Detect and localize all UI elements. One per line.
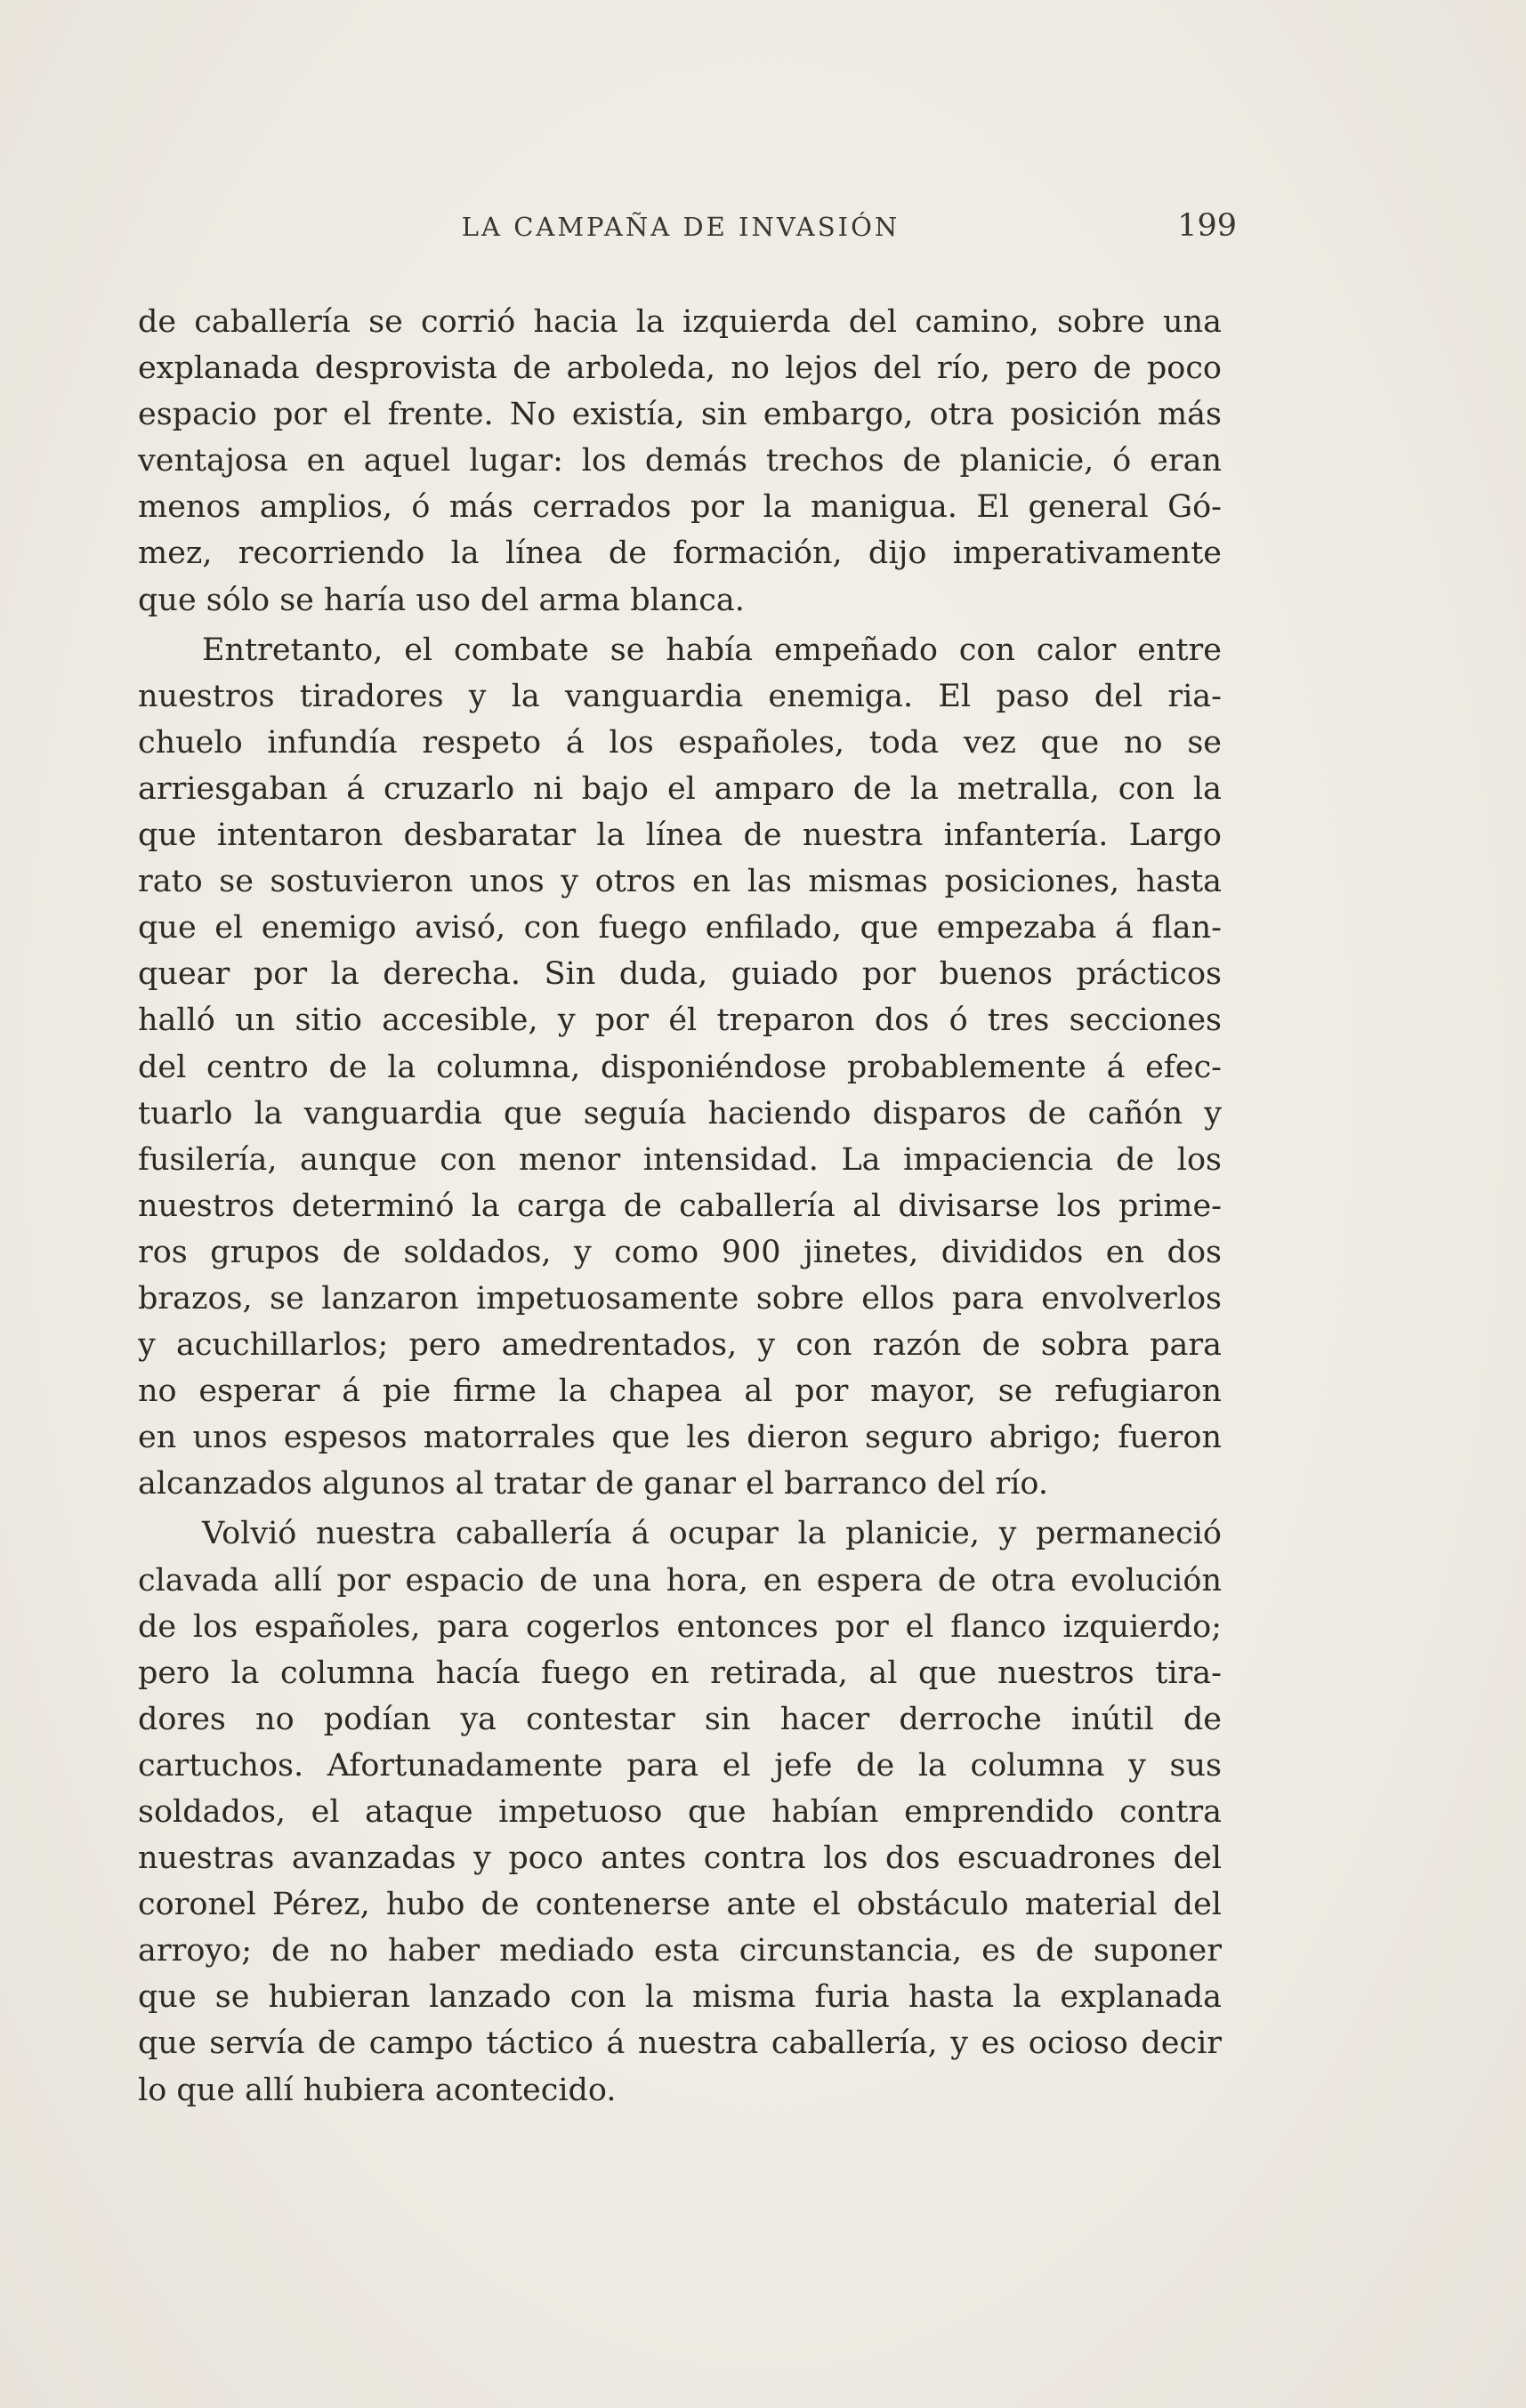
text-line: rato se sostuvieron unos y otros en las mismas posiciones, hasta bbox=[138, 864, 1222, 900]
running-title: LA CAMPAÑA DE INVASIÓN bbox=[461, 212, 900, 242]
text-line: de caballería se corrió hacia la izquierda del camino, sobre una bbox=[138, 304, 1222, 340]
text-line: mez, recorriendo la línea de formación, dijo imperativamente bbox=[138, 536, 1222, 572]
text-line: que se hubieran lanzado con la misma furia hasta la explanada bbox=[138, 1979, 1222, 2016]
text-line: lo que allí hubiera acontecido. bbox=[138, 2072, 617, 2108]
text-line: quear por la derecha. Sin duda, guiado por buenos prácticos bbox=[138, 956, 1222, 993]
text-line: que sólo se haría uso del arma blanca. bbox=[138, 582, 745, 618]
paragraph bbox=[138, 627, 1222, 1511]
text-line: menos amplios, ó más cerrados por la manigua. El general Gó- bbox=[138, 489, 1222, 526]
text-line: en unos espesos matorrales que les dieron seguro abrigo; fueron bbox=[138, 1420, 1222, 1456]
text-line: arriesgaban á cruzarlo ni bajo el amparo de la metralla, con la bbox=[138, 770, 1222, 807]
page-number: 199 bbox=[1177, 208, 1237, 244]
text-line: de los españoles, para cogerlos entonces por el flanco izquierdo; bbox=[138, 1608, 1222, 1645]
text-line: soldados, el ataque impetuoso que habían emprendido contra bbox=[138, 1794, 1222, 1830]
text-line: coronel Pérez, hubo de contenerse ante el obstáculo material del bbox=[138, 1887, 1222, 1923]
text-line: nuestros determinó la carga de caballería al divisarse los prime- bbox=[138, 1188, 1222, 1224]
text-line: y acuchillarlos; pero amedrentados, y con razón de sobra para bbox=[138, 1327, 1222, 1364]
text-line: que intentaron desbaratar la línea de nuestra infantería. Largo bbox=[138, 817, 1222, 854]
text-line: alcanzados algunos al tratar de ganar el barranco del río. bbox=[138, 1466, 1048, 1502]
text-line: fusilería, aunque con menor intensidad. La impaciencia de los bbox=[138, 1141, 1222, 1178]
text-line: nuestros tiradores y la vanguardia enemiga. El paso del ria- bbox=[138, 678, 1222, 714]
text-line: brazos, se lanzaron impetuosamente sobre ellos para envolverlos bbox=[138, 1280, 1222, 1317]
body-text bbox=[138, 299, 1222, 2114]
text-line: no esperar á pie firme la chapea al por mayor, se refugiaron bbox=[138, 1373, 1222, 1410]
text-line: nuestras avanzadas y poco antes contra los dos escuadrones del bbox=[138, 1840, 1222, 1877]
text-line: dores no podían ya contestar sin hacer derroche inútil de bbox=[138, 1701, 1222, 1737]
running-head bbox=[133, 208, 1237, 251]
text-line: ventajosa en aquel lugar: los demás trechos de planicie, ó eran bbox=[138, 443, 1222, 479]
text-line: chuelo infundía respeto á los españoles, toda vez que no se bbox=[138, 724, 1222, 761]
paragraph bbox=[138, 1510, 1222, 2113]
text-line: Entretanto, el combate se había empeñado con calor entre bbox=[202, 632, 1222, 668]
text-line: que el enemigo avisó, con fuego enfilado, que empezaba á flan- bbox=[138, 910, 1222, 946]
paragraph bbox=[138, 299, 1222, 627]
text-line: clavada allí por espacio de una hora, en espera de otra evolución bbox=[138, 1562, 1222, 1599]
text-line: explanada desprovista de arboleda, no lejos del río, pero de poco bbox=[138, 350, 1222, 387]
text-line: Volvió nuestra caballería á ocupar la planicie, y permaneció bbox=[202, 1516, 1222, 1552]
text-line: arroyo; de no haber mediado esta circunstancia, es de suponer bbox=[138, 1933, 1222, 1969]
text-line: del centro de la columna, disponiéndose probablemente á efec- bbox=[138, 1049, 1222, 1085]
text-line: halló un sitio accesible, y por él treparon dos ó tres secciones bbox=[138, 1003, 1222, 1039]
text-line: que servía de campo táctico á nuestra caballería, y es ocioso decir bbox=[138, 2025, 1222, 2062]
text-line: pero la columna hacía fuego en retirada, al que nuestros tira- bbox=[138, 1655, 1222, 1691]
text-line: espacio por el frente. No existía, sin embargo, otra posición más bbox=[138, 397, 1222, 433]
text-line: cartuchos. Afortunadamente para el jefe de la columna y sus bbox=[138, 1747, 1222, 1784]
text-line: ros grupos de soldados, y como 900 jinetes, divididos en dos bbox=[138, 1234, 1222, 1270]
text-line: tuarlo la vanguardia que seguía haciendo disparos de cañón y bbox=[138, 1095, 1222, 1132]
